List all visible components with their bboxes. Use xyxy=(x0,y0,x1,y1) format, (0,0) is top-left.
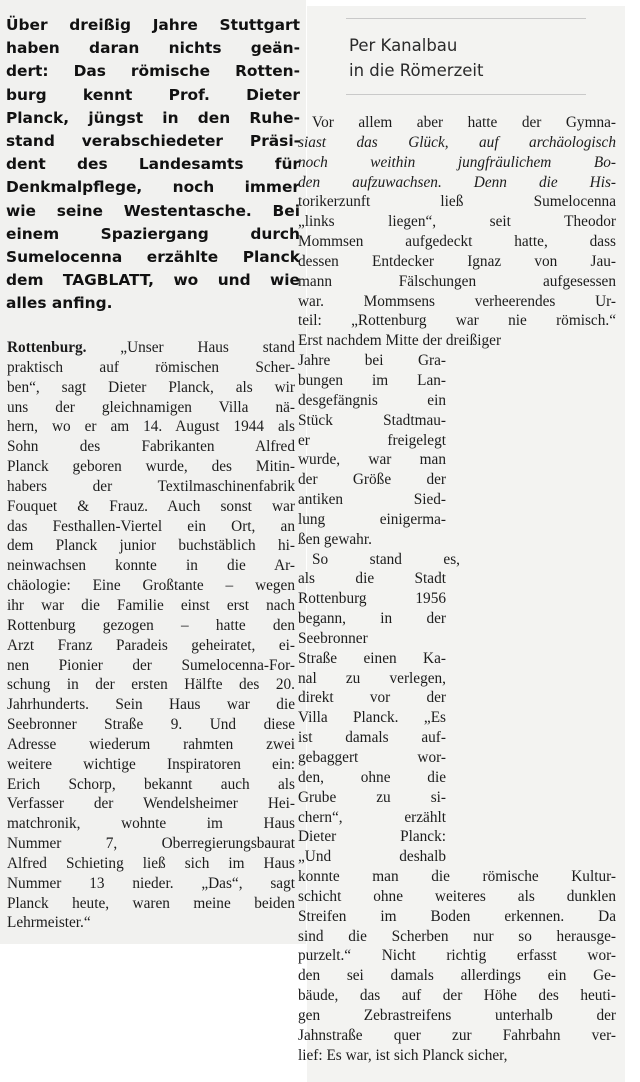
body-line: konnte man die römische Kultur- xyxy=(298,868,616,886)
body-line: das Festhallen-Viertel ein Ort, an xyxy=(7,517,295,535)
body-line: den sei damals allerdings ein Ge- xyxy=(298,967,616,985)
body-line: bungen im Lan- xyxy=(298,371,446,389)
body-line: lief: Es war, ist sich Planck sicher, xyxy=(298,1046,508,1064)
body-line: uns der gleichnamigen Villa nä- xyxy=(7,398,295,416)
body-line: Verfasser der Wendelsheimer Hei- xyxy=(7,795,295,813)
body-line: desgefängnis ein xyxy=(298,391,446,409)
body-line: Planck heute, waren meine beiden xyxy=(7,894,295,912)
lead-line: dert: Das römische Rotten- xyxy=(6,62,300,81)
body-line: Villa Planck. „Es xyxy=(298,709,446,727)
body-line: war. Mommsens verheerendes Ur- xyxy=(298,292,616,310)
body-line: Erst nachdem Mitte der dreißiger xyxy=(298,332,502,350)
body-line: Jahre bei Gra- xyxy=(298,352,446,370)
lead-line: einem Spaziergang durch xyxy=(6,224,300,243)
body-line: direkt vor der xyxy=(298,689,446,707)
lead-line: Planck, jüngst in den Ruhe- xyxy=(6,108,300,127)
body-line: Lehrmeister.“ xyxy=(7,914,91,932)
body-line: torikerzunft ließ Sumelocenna xyxy=(298,193,616,211)
body-line: Sohn des Fabrikanten Alfred xyxy=(7,438,295,456)
body-line: der Größe der xyxy=(298,471,446,489)
body-line: den, ohne die xyxy=(298,768,446,786)
lead-line: Denkmalpflege, noch immer xyxy=(6,178,300,197)
body-line: Planck geboren wurde, des Mitin- xyxy=(7,458,295,476)
body-line: ist damals auf- xyxy=(298,729,446,747)
lead-line: haben daran nichts geän- xyxy=(6,39,300,58)
body-line: Streifen im Boden erkennen. Da xyxy=(298,907,616,925)
body-line: Rottenburg 1956 xyxy=(298,590,446,608)
body-line: praktisch auf römischen Scher- xyxy=(7,358,295,376)
body-line: Adresse wiederum rahmten zwei xyxy=(7,735,295,753)
article-lead xyxy=(6,14,300,316)
body-line: Fouquet & Frauz. Auch sonst war xyxy=(7,497,295,515)
body-line: matchronik, wohnte im Haus xyxy=(7,815,295,833)
body-line: Grube zu si- xyxy=(298,788,446,806)
body-line: Mommsen aufgedeckt hatte, dass xyxy=(298,233,616,251)
body-line: als die Stadt xyxy=(298,570,446,588)
body-line: ihr war die Familie einst erst nach xyxy=(7,596,295,614)
body-line: Nummer 13 nieder. „Das“, sagt xyxy=(7,874,295,892)
subheading xyxy=(349,33,585,83)
body-line: So stand es, xyxy=(312,550,460,568)
body-line: weitere wichtige Inspiratoren ein: xyxy=(7,755,295,773)
body-line: schicht ohne weiteres als dunklen xyxy=(298,887,616,905)
lead-line: stand verabschiedeter Präsi- xyxy=(6,132,300,151)
body-line: teil: „Rottenburg war nie römisch.“ xyxy=(298,312,616,330)
body-line: chern“, erzählt xyxy=(298,808,446,826)
body-line: dem Planck junior buchstäblich hi- xyxy=(7,537,295,555)
body-line: antiken Sied- xyxy=(298,491,446,509)
body-line: Erich Schorp, bekannt auch als xyxy=(7,775,295,793)
body-line: nal zu verlegen, xyxy=(298,669,446,687)
body-line: Arzt Franz Paradeis geheiratet, ei- xyxy=(7,636,295,654)
lead-line: burg kennt Prof. Dieter xyxy=(6,85,300,104)
body-line: sind die Scherben nur so herausge- xyxy=(298,927,616,945)
body-line: hern, wo er am 14. August 1944 als xyxy=(7,418,295,436)
body-line: schung in der ersten Hälfte des 20. xyxy=(7,676,295,694)
subhead-rule-bottom xyxy=(346,94,586,95)
body-line: gen Zebrastreifens unterhalb der xyxy=(298,1006,616,1024)
lead-line: alles anfing. xyxy=(6,294,113,313)
body-line: Jahrhunderts. Sein Haus war die xyxy=(7,696,295,714)
article-body-right xyxy=(298,113,616,1066)
body-line: habers der Textilmaschinenfabrik xyxy=(7,477,295,495)
body-line: gebaggert wor- xyxy=(298,749,446,766)
body-line: „links liegen“, seit Theodor xyxy=(298,213,616,231)
body-line: Straße einen Ka- xyxy=(298,649,446,667)
body-line: Vor allem aber hatte der Gymna- xyxy=(312,114,616,131)
subheading-line: Per Kanalbau xyxy=(349,36,458,55)
body-line-text: „Unser Haus stand xyxy=(120,339,295,356)
body-line: „Und deshalb xyxy=(298,848,446,866)
body-line: wurde, war man xyxy=(298,451,446,469)
article-body-left xyxy=(7,338,295,933)
body-line: den aufzuwachsen. Denn die His- xyxy=(298,173,616,191)
subhead-rule-top xyxy=(346,18,586,19)
body-line: Seebronner Straße 9. Und diese xyxy=(7,716,295,734)
lead-line: dem TAGBLATT, wo und wie xyxy=(6,271,300,290)
lead-line: wie seine Westentasche. Bei xyxy=(6,201,300,220)
body-line: Stück Stadtmau- xyxy=(298,411,446,429)
body-line: mann Fälschungen aufgesessen xyxy=(298,272,616,290)
body-line: bäude, das auf der Höhe des heuti- xyxy=(298,987,616,1005)
body-line: Alfred Schieting ließ sich im Haus xyxy=(7,854,295,872)
body-line: er freigelegt xyxy=(298,431,446,449)
lead-line: Über dreißig Jahre Stuttgart xyxy=(6,16,300,34)
body-line: chäologie: Eine Großtante – wegen xyxy=(7,577,295,595)
body-line: ßen gewahr. xyxy=(298,530,372,548)
body-line: Seebronner xyxy=(298,629,368,647)
body-line: Dieter Planck: xyxy=(298,828,446,846)
body-line: Nummer 7, Oberregierungsbaurat xyxy=(7,835,295,853)
body-line: Jahnstraße quer zur Fahrbahn ver- xyxy=(298,1026,616,1044)
body-line: purzelt.“ Nicht richtig erfasst wor- xyxy=(298,947,616,965)
body-line: begann, in der xyxy=(298,610,446,628)
lead-line: dent des Landesamts für xyxy=(6,155,300,174)
lead-line: Sumelocenna erzählte Planck xyxy=(6,248,300,267)
body-line: dessen Entdecker Ignaz von Jau- xyxy=(298,252,616,270)
subheading-line: in die Römerzeit xyxy=(349,61,484,80)
body-line: Rottenburg gezogen – hatte den xyxy=(7,616,295,634)
dateline: Rottenburg. xyxy=(7,339,87,356)
body-line: nen Pionier der Sumelocenna-For- xyxy=(7,656,295,674)
body-line: ben“, sagt Dieter Planck, als wir xyxy=(7,378,295,396)
body-line xyxy=(7,338,295,358)
body-line: noch weithin jungfräulichem Bo- xyxy=(298,153,616,171)
body-line: siast das Glück, auf archäologisch xyxy=(298,133,616,151)
body-line: neinwachsen konnte in die Ar- xyxy=(7,557,295,575)
body-line: lung einigerma- xyxy=(298,510,446,528)
